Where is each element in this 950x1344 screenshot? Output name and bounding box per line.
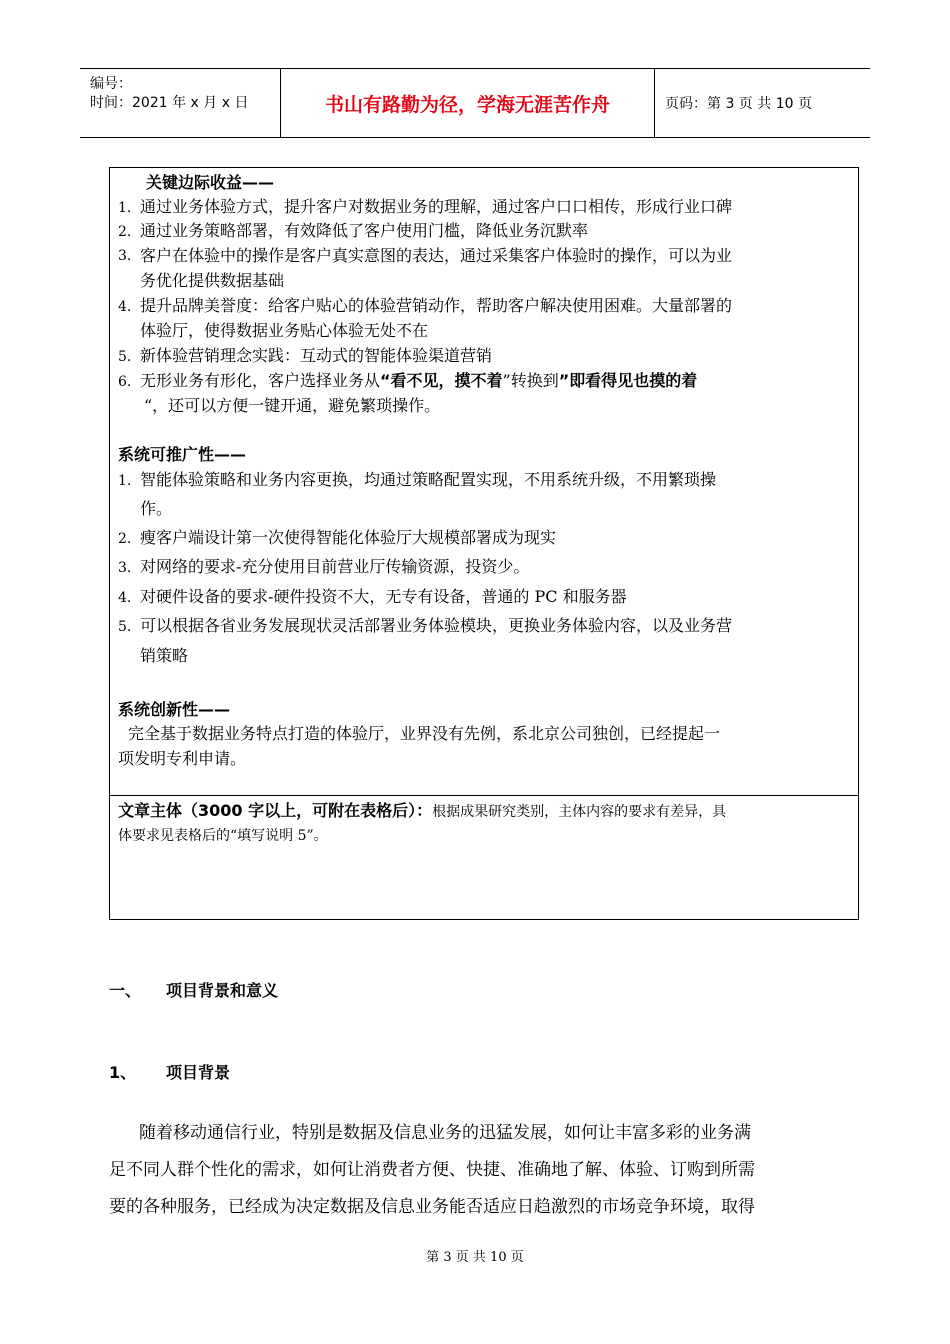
item-text: 务优化提供数据基础 xyxy=(140,271,285,290)
innovation-line-2: 项发明专利申请。 xyxy=(118,749,247,768)
item-text: 新体验营销理念实践：互动式的智能体验渠道营销 xyxy=(140,346,493,365)
page-info: 页码：第 3 页 共 10 页 xyxy=(665,96,812,112)
number-label: 编号： xyxy=(90,76,132,92)
table-divider xyxy=(110,795,858,796)
section-number: 一、 xyxy=(109,981,142,1000)
section-title: 项目背景和意义 xyxy=(166,981,279,1000)
item-text: 可以根据各省业务发展现状灵活部署业务体验模块，更换业务体验内容，以及业务营 xyxy=(140,616,733,635)
item6-bold2: ”即看得见也摸的着 xyxy=(558,371,698,390)
time-label: 时间：2021 年 x 月 x 日 xyxy=(90,95,249,111)
item-number: 4. xyxy=(118,590,132,606)
item-text: 对硬件设备的要求-硬件投资不大，无专有设备，普通的 PC 和服务器 xyxy=(140,587,627,606)
item-text: 瘦客户端设计第一次使得智能化体验厅大规模部署成为现实 xyxy=(140,528,557,547)
item-number: 5. xyxy=(118,349,132,365)
article-note-bold: 文章主体（3000 字以上，可附在表格后）： xyxy=(118,801,433,820)
item-text: 作。 xyxy=(140,499,173,518)
body-line-1: 随着移动通信行业，特别是数据及信息业务的迅猛发展，如何让丰富多彩的业务满 xyxy=(139,1123,751,1143)
item-number: 2. xyxy=(118,531,132,547)
item-text: 智能体验策略和业务内容更换，均通过策略配置实现，不用系统升级，不用繁琐操 xyxy=(140,470,717,489)
page-header xyxy=(80,68,870,138)
item-text: 体验厅，使得数据业务贴心体验无处不在 xyxy=(140,321,429,340)
item-number: 6. xyxy=(118,374,132,390)
extensibility-title: 系统可推广性—— xyxy=(118,445,247,464)
item-text: “，还可以方便一键开通，避免繁琐操作。 xyxy=(144,396,441,415)
item-number: 3. xyxy=(118,560,132,576)
body-line-2: 足不同人群个性化的需求，如何让消费者方便、快捷、准确地了解、体验、订购到所需 xyxy=(109,1160,755,1180)
item-number: 5. xyxy=(118,619,132,635)
article-note xyxy=(118,801,726,822)
article-note-line-2: 体要求见表格后的“填写说明 5”。 xyxy=(118,828,328,844)
innovation-line-1: 完全基于数据业务特点打造的体验厅，业界没有先例，系北京公司独创，已经提起一 xyxy=(128,724,721,743)
item-text: 提升品牌美誉度：给客户贴心的体验营销动作，帮助客户解决使用困难。大量部署的 xyxy=(140,296,733,315)
article-note-rest: 根据成果研究类别，主体内容的要求有差异，具 xyxy=(432,804,727,820)
item-text: 客户在体验中的操作是客户真实意图的表达，通过采集客户体验时的操作，可以为业 xyxy=(140,246,733,265)
page-footer: 第 3 页 共 10 页 xyxy=(426,1250,524,1265)
motto: 书山有路勤为径，学海无涯苦作舟 xyxy=(281,69,655,137)
item-text: 对网络的要求-充分使用目前营业厅传输资源，投资少。 xyxy=(140,557,530,576)
item-number: 2. xyxy=(118,224,132,240)
item-text xyxy=(140,371,697,391)
innovation-title: 系统创新性—— xyxy=(118,700,231,719)
item6-bold1: “看不见，摸不着 xyxy=(380,371,503,390)
subsection-number: 1、 xyxy=(109,1063,137,1082)
item-number: 4. xyxy=(118,299,132,315)
item-text: 销策略 xyxy=(140,646,189,665)
item6-pre: 无形业务有形化，客户选择业务从 xyxy=(140,371,381,390)
key-benefits-title: 关键边际收益—— xyxy=(146,173,275,192)
item-text: 通过业务策略部署，有效降低了客户使用门槛，降低业务沉默率 xyxy=(140,221,589,240)
item-number: 3. xyxy=(118,248,132,264)
item-text: 通过业务体验方式，提升客户对数据业务的理解，通过客户口口相传，形成行业口碑 xyxy=(140,197,733,216)
body-line-3: 要的各种服务，已经成为决定数据及信息业务能否适应日趋激烈的市场竞争环境，取得 xyxy=(109,1197,755,1217)
item-number: 1. xyxy=(118,473,132,489)
item-number: 1. xyxy=(118,200,132,216)
item6-mid: ”转换到 xyxy=(502,371,559,390)
subsection-title: 项目背景 xyxy=(166,1063,231,1082)
header-meta-cell xyxy=(80,69,281,137)
